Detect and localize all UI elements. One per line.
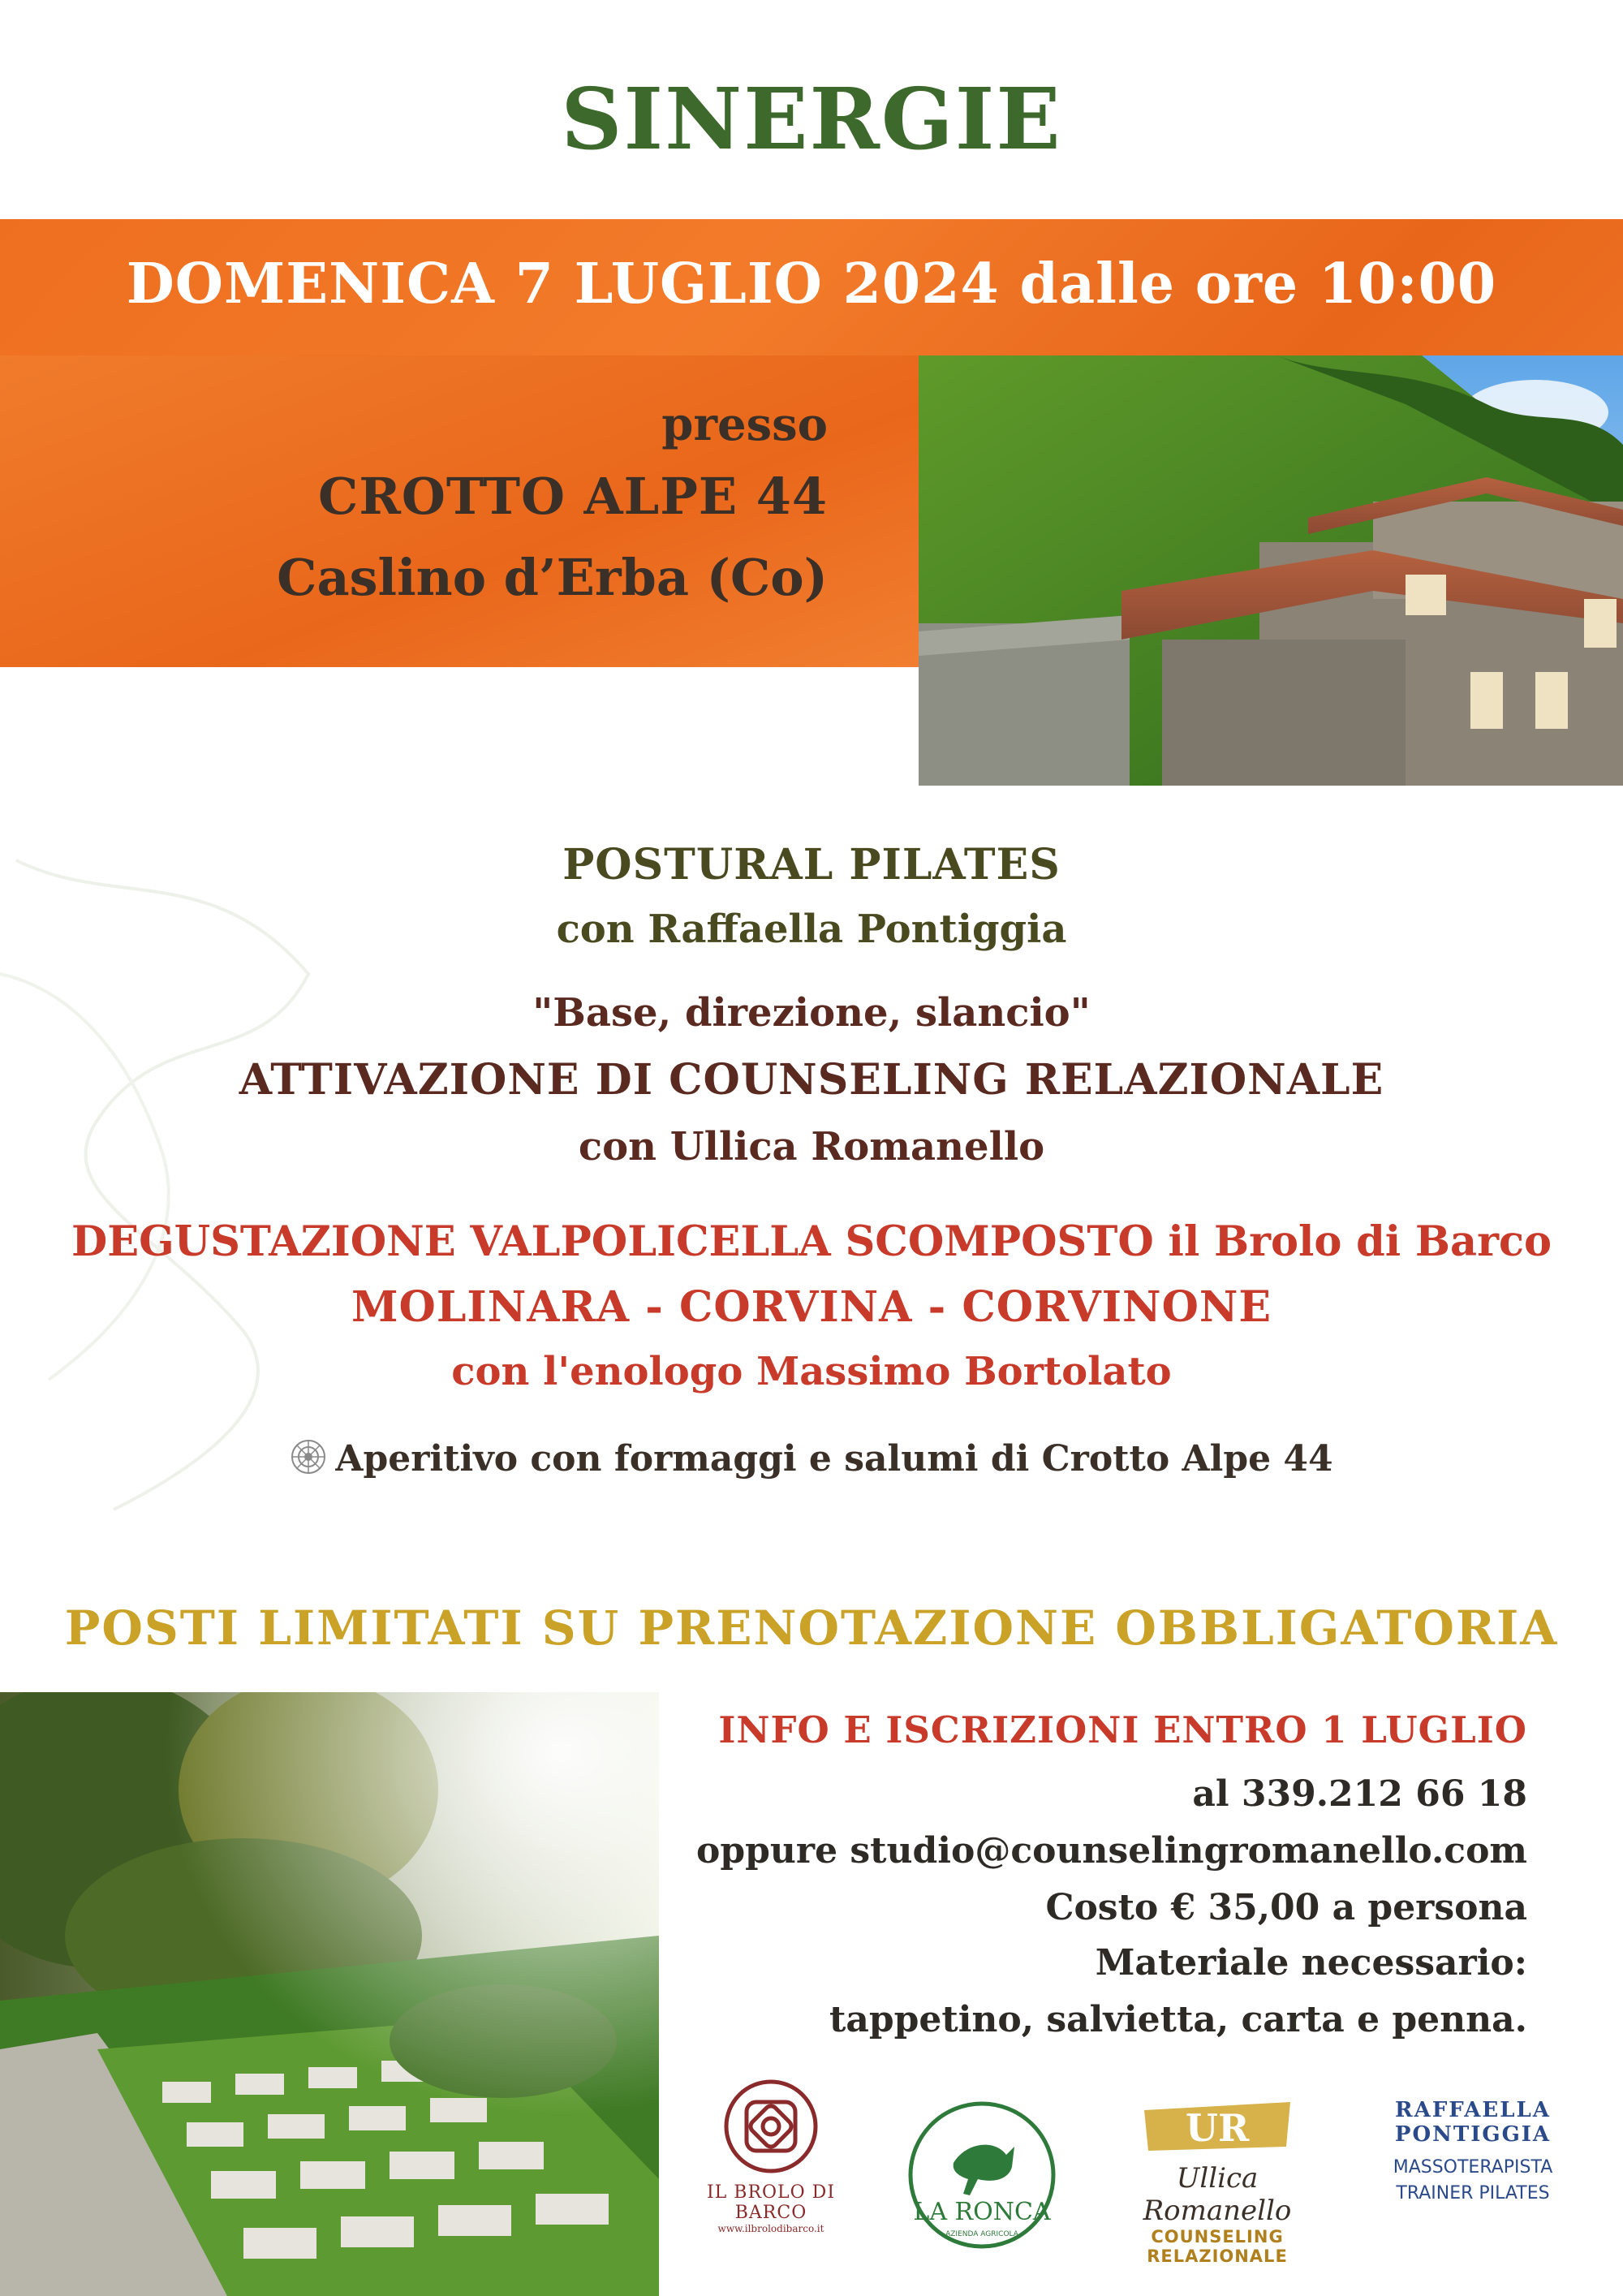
info-email: oppure studio@counselingromanello.com <box>696 1830 1527 1872</box>
info-material-label: Materiale necessario: <box>1095 1942 1527 1984</box>
logo-ullica-romanello <box>1100 2094 1335 2266</box>
tasting-wines: MOLINARA - CORVINA - CORVINONE <box>351 1282 1272 1332</box>
ullica-brush-icon <box>1136 2094 1298 2159</box>
venue-presso: presso <box>661 398 828 451</box>
ullica-sub: COUNSELING RELAZIONALE <box>1147 2227 1288 2266</box>
counseling-quote: "Base, direzione, slancio" <box>532 990 1091 1036</box>
aperitivo-line <box>0 1438 1623 1480</box>
mandala-icon <box>290 1438 327 1475</box>
raffa-role-2: TRAINER PILATES <box>1396 2183 1550 2203</box>
ullica-mark: UR <box>1185 2106 1250 2150</box>
raffa-name-last: PONTIGGIA <box>1394 2122 1552 2147</box>
raffa-name-first: RAFFAELLA <box>1395 2098 1551 2122</box>
info-phone: al 339.212 66 18 <box>1192 1773 1527 1815</box>
ronca-name: LA RONCA <box>913 2198 1051 2226</box>
tasting-title: DEGUSTAZIONE VALPOLICELLA SCOMPOSTO il Brolo di Barco <box>71 1217 1552 1266</box>
event-date: DOMENICA 7 LUGLIO 2024 dalle ore 10:00 <box>126 252 1497 317</box>
counseling-title: ATTIVAZIONE DI COUNSELING RELAZIONALE <box>239 1055 1384 1105</box>
logo-brolo-di-barco <box>682 2074 860 2252</box>
limited-seats-notice: POSTI LIMITATI SU PRENOTAZIONE OBBLIGATORIA <box>64 1600 1559 1656</box>
aperitivo-text: Aperitivo con formaggi e salumi di Crotto Alpe 44 <box>335 1438 1333 1480</box>
logo-raffaella-pontiggia <box>1363 2098 1582 2260</box>
garden-photo <box>0 1692 659 2296</box>
page-title: SINERGIE <box>561 69 1062 169</box>
pilates-title: POSTURAL PILATES <box>562 840 1061 890</box>
tasting-host: con l'enologo Massimo Bortolato <box>451 1349 1172 1394</box>
venue-photo <box>919 355 1623 786</box>
info-title: INFO E ISCRIZIONI ENTRO 1 LUGLIO <box>718 1708 1527 1751</box>
info-cost: Costo € 35,00 a persona <box>1045 1887 1527 1928</box>
counseling-host: con Ullica Romanello <box>578 1124 1045 1170</box>
brolo-name: IL BROLO DI BARCO <box>706 2182 836 2223</box>
brolo-url: www.ilbrolodibarco.it <box>717 2223 824 2234</box>
venue-name: CROTTO ALPE 44 <box>318 467 828 526</box>
raffa-role-1: MASSOTERAPISTA <box>1393 2157 1553 2178</box>
venue-city: Caslino d’Erba (Co) <box>277 548 828 607</box>
ronca-sub: AZIENDA AGRICOLA <box>945 2230 1018 2238</box>
logo-la-ronca <box>905 2098 1059 2252</box>
pilates-host: con Raffaella Pontiggia <box>556 907 1067 952</box>
info-material-items: tappetino, salvietta, carta e penna. <box>829 1999 1527 2040</box>
la-ronca-goat-icon <box>905 2098 1059 2252</box>
brolo-knot-icon <box>718 2074 824 2179</box>
ullica-name: Ullica Romanello <box>1143 2162 1292 2227</box>
